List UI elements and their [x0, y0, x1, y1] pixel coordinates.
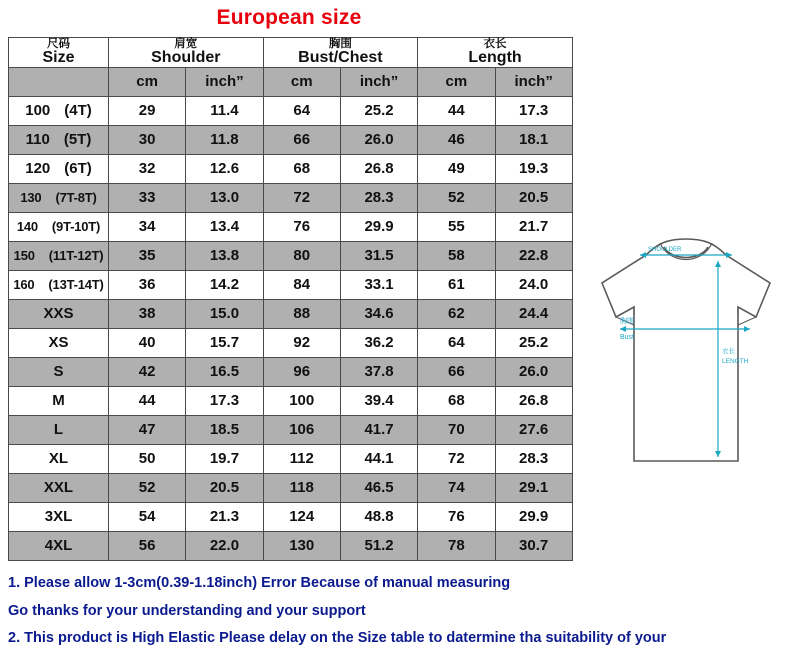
cell-shoulder-cm: 52 [109, 473, 186, 502]
unit-shoulder-cm: cm [109, 67, 186, 96]
label-length-cn: 衣长 [722, 347, 735, 355]
cell-size [9, 270, 109, 299]
table-row [9, 212, 573, 241]
tshirt-diagram [580, 225, 792, 477]
cell-bust-inch: 26.0 [340, 125, 417, 154]
cell-size: M [9, 386, 109, 415]
cell-bust-cm: 80 [263, 241, 340, 270]
cell-shoulder-inch: 11.8 [186, 125, 263, 154]
cell-shoulder-cm: 54 [109, 502, 186, 531]
cell-bust-cm: 124 [263, 502, 340, 531]
cell-length-inch: 22.8 [495, 241, 572, 270]
table-row [9, 502, 573, 531]
size-age: (6T) [64, 160, 92, 178]
unit-bust-inch: inch” [340, 67, 417, 96]
cell-length-cm: 68 [418, 386, 495, 415]
cell-shoulder-cm: 50 [109, 444, 186, 473]
cell-size [9, 241, 109, 270]
cell-bust-inch: 36.2 [340, 328, 417, 357]
tshirt-icon [580, 225, 792, 477]
cell-shoulder-inch: 16.5 [186, 357, 263, 386]
note-line-3: 2. This product is High Elastic Please delay on the Size table to datermine tha suitability of your [8, 630, 667, 646]
cell-bust-cm: 88 [263, 299, 340, 328]
cell-length-cm: 74 [418, 473, 495, 502]
cell-size: XL [9, 444, 109, 473]
cell-shoulder-cm: 42 [109, 357, 186, 386]
table-header-row [9, 38, 573, 68]
cell-length-cm: 72 [418, 444, 495, 473]
table-row [9, 415, 573, 444]
cell-bust-cm: 96 [263, 357, 340, 386]
cell-length-cm: 76 [418, 502, 495, 531]
size-table [8, 37, 573, 561]
unit-length-inch: inch” [495, 67, 572, 96]
table-row [9, 444, 573, 473]
table-unit-row [9, 67, 573, 96]
cell-shoulder-inch: 12.6 [186, 154, 263, 183]
size-code: 140 [16, 219, 38, 235]
cell-bust-cm: 84 [263, 270, 340, 299]
cell-shoulder-cm: 38 [109, 299, 186, 328]
cell-shoulder-cm: 36 [109, 270, 186, 299]
cell-bust-cm: 66 [263, 125, 340, 154]
table-row [9, 357, 573, 386]
cell-shoulder-inch: 14.2 [186, 270, 263, 299]
cell-length-inch: 27.6 [495, 415, 572, 444]
cell-shoulder-inch: 15.7 [186, 328, 263, 357]
label-bust-cn: 胸围 [620, 317, 634, 325]
cell-bust-cm: 68 [263, 154, 340, 183]
table-row [9, 328, 573, 357]
cell-shoulder-inch: 21.3 [186, 502, 263, 531]
cell-bust-inch: 48.8 [340, 502, 417, 531]
table-row [9, 270, 573, 299]
size-age: (4T) [64, 102, 92, 120]
header-size: 尺码 Size [9, 38, 109, 68]
cell-length-inch: 29.1 [495, 473, 572, 502]
cell-shoulder-inch: 22.0 [186, 531, 263, 560]
size-age: (7T-8T) [55, 190, 97, 206]
cell-shoulder-cm: 33 [109, 183, 186, 212]
cell-length-inch: 17.3 [495, 96, 572, 125]
page-title: European size [216, 6, 362, 29]
cell-size: XS [9, 328, 109, 357]
garment-illustration-panel [580, 37, 792, 566]
cell-shoulder-inch: 20.5 [186, 473, 263, 502]
cell-size [9, 183, 109, 212]
cell-size: 4XL [9, 531, 109, 560]
table-row [9, 299, 573, 328]
cell-length-inch: 30.7 [495, 531, 572, 560]
cell-shoulder-cm: 30 [109, 125, 186, 154]
label-bust-en: Bust [620, 334, 635, 341]
table-row [9, 154, 573, 183]
cell-size: L [9, 415, 109, 444]
cell-shoulder-cm: 29 [109, 96, 186, 125]
size-age: (11T-12T) [48, 248, 104, 264]
cell-size: S [9, 357, 109, 386]
cell-length-inch: 25.2 [495, 328, 572, 357]
cell-bust-inch: 26.8 [340, 154, 417, 183]
cell-bust-inch: 44.1 [340, 444, 417, 473]
cell-length-cm: 46 [418, 125, 495, 154]
cell-bust-inch: 25.2 [340, 96, 417, 125]
size-code: 130 [20, 190, 42, 206]
cell-length-cm: 52 [418, 183, 495, 212]
table-row [9, 241, 573, 270]
cell-size: XXS [9, 299, 109, 328]
cell-shoulder-cm: 40 [109, 328, 186, 357]
cell-shoulder-cm: 56 [109, 531, 186, 560]
cell-length-inch: 26.0 [495, 357, 572, 386]
header-shoulder: 肩宽 Shoulder [109, 38, 264, 68]
size-code: 150 [13, 248, 35, 264]
header-length: 衣长 Length [418, 38, 573, 68]
size-age: (5T) [63, 131, 92, 149]
cell-bust-inch: 33.1 [340, 270, 417, 299]
cell-length-cm: 58 [418, 241, 495, 270]
cell-bust-inch: 29.9 [340, 212, 417, 241]
unit-length-cm: cm [418, 67, 495, 96]
table-body [9, 96, 573, 560]
cell-shoulder-inch: 13.4 [186, 212, 263, 241]
cell-length-inch: 26.8 [495, 386, 572, 415]
cell-size [9, 212, 109, 241]
table-row [9, 386, 573, 415]
cell-bust-cm: 76 [263, 212, 340, 241]
cell-bust-cm: 118 [263, 473, 340, 502]
cell-shoulder-inch: 11.4 [186, 96, 263, 125]
cell-shoulder-inch: 15.0 [186, 299, 263, 328]
cell-shoulder-inch: 19.7 [186, 444, 263, 473]
cell-length-cm: 61 [418, 270, 495, 299]
label-shoulder-en: SHOULDER [648, 247, 682, 253]
table-row [9, 183, 573, 212]
cell-shoulder-cm: 34 [109, 212, 186, 241]
note-line-2: Go thanks for your understanding and your support [8, 602, 366, 619]
table-row [9, 96, 573, 125]
cell-shoulder-cm: 32 [109, 154, 186, 183]
cell-shoulder-inch: 17.3 [186, 386, 263, 415]
cell-size [9, 96, 109, 125]
cell-length-inch: 24.4 [495, 299, 572, 328]
cell-size: XXL [9, 473, 109, 502]
size-code: 160 [13, 277, 35, 293]
cell-bust-inch: 41.7 [340, 415, 417, 444]
cell-bust-inch: 31.5 [340, 241, 417, 270]
cell-length-cm: 62 [418, 299, 495, 328]
cell-shoulder-inch: 13.0 [186, 183, 263, 212]
label-length-en: LENGTH [722, 358, 749, 365]
cell-bust-cm: 72 [263, 183, 340, 212]
size-code: 110 [25, 131, 50, 149]
cell-length-inch: 24.0 [495, 270, 572, 299]
cell-length-cm: 70 [418, 415, 495, 444]
cell-bust-inch: 46.5 [340, 473, 417, 502]
cell-shoulder-inch: 13.8 [186, 241, 263, 270]
cell-shoulder-cm: 35 [109, 241, 186, 270]
cell-shoulder-cm: 44 [109, 386, 186, 415]
notes-block [8, 576, 792, 646]
size-code: 100 [25, 102, 51, 120]
table-row [9, 531, 573, 560]
cell-bust-cm: 106 [263, 415, 340, 444]
cell-shoulder-cm: 47 [109, 415, 186, 444]
size-age: (13T-14T) [48, 277, 104, 293]
cell-shoulder-inch: 18.5 [186, 415, 263, 444]
cell-length-cm: 55 [418, 212, 495, 241]
cell-bust-cm: 100 [263, 386, 340, 415]
cell-length-cm: 66 [418, 357, 495, 386]
cell-bust-cm: 112 [263, 444, 340, 473]
cell-bust-inch: 28.3 [340, 183, 417, 212]
size-code: 120 [25, 160, 51, 178]
unit-blank [9, 67, 109, 96]
size-age: (9T-10T) [51, 219, 101, 235]
cell-bust-inch: 37.8 [340, 357, 417, 386]
cell-length-cm: 64 [418, 328, 495, 357]
cell-length-cm: 49 [418, 154, 495, 183]
table-row [9, 125, 573, 154]
cell-bust-cm: 64 [263, 96, 340, 125]
cell-length-inch: 29.9 [495, 502, 572, 531]
cell-length-cm: 78 [418, 531, 495, 560]
unit-bust-cm: cm [263, 67, 340, 96]
header-bust: 胸围 Bust/Chest [263, 38, 418, 68]
cell-size [9, 154, 109, 183]
unit-shoulder-inch: inch” [186, 67, 263, 96]
cell-bust-inch: 51.2 [340, 531, 417, 560]
cell-size: 3XL [9, 502, 109, 531]
cell-length-inch: 19.3 [495, 154, 572, 183]
cell-length-cm: 44 [418, 96, 495, 125]
cell-size [9, 125, 109, 154]
cell-bust-cm: 130 [263, 531, 340, 560]
cell-length-inch: 20.5 [495, 183, 572, 212]
cell-bust-inch: 39.4 [340, 386, 417, 415]
cell-bust-inch: 34.6 [340, 299, 417, 328]
cell-length-inch: 21.7 [495, 212, 572, 241]
cell-length-inch: 18.1 [495, 125, 572, 154]
cell-length-inch: 28.3 [495, 444, 572, 473]
note-line-1: 1. Please allow 1-3cm(0.39-1.18inch) Error Because of manual measuring [8, 575, 511, 591]
table-row [9, 473, 573, 502]
cell-bust-cm: 92 [263, 328, 340, 357]
